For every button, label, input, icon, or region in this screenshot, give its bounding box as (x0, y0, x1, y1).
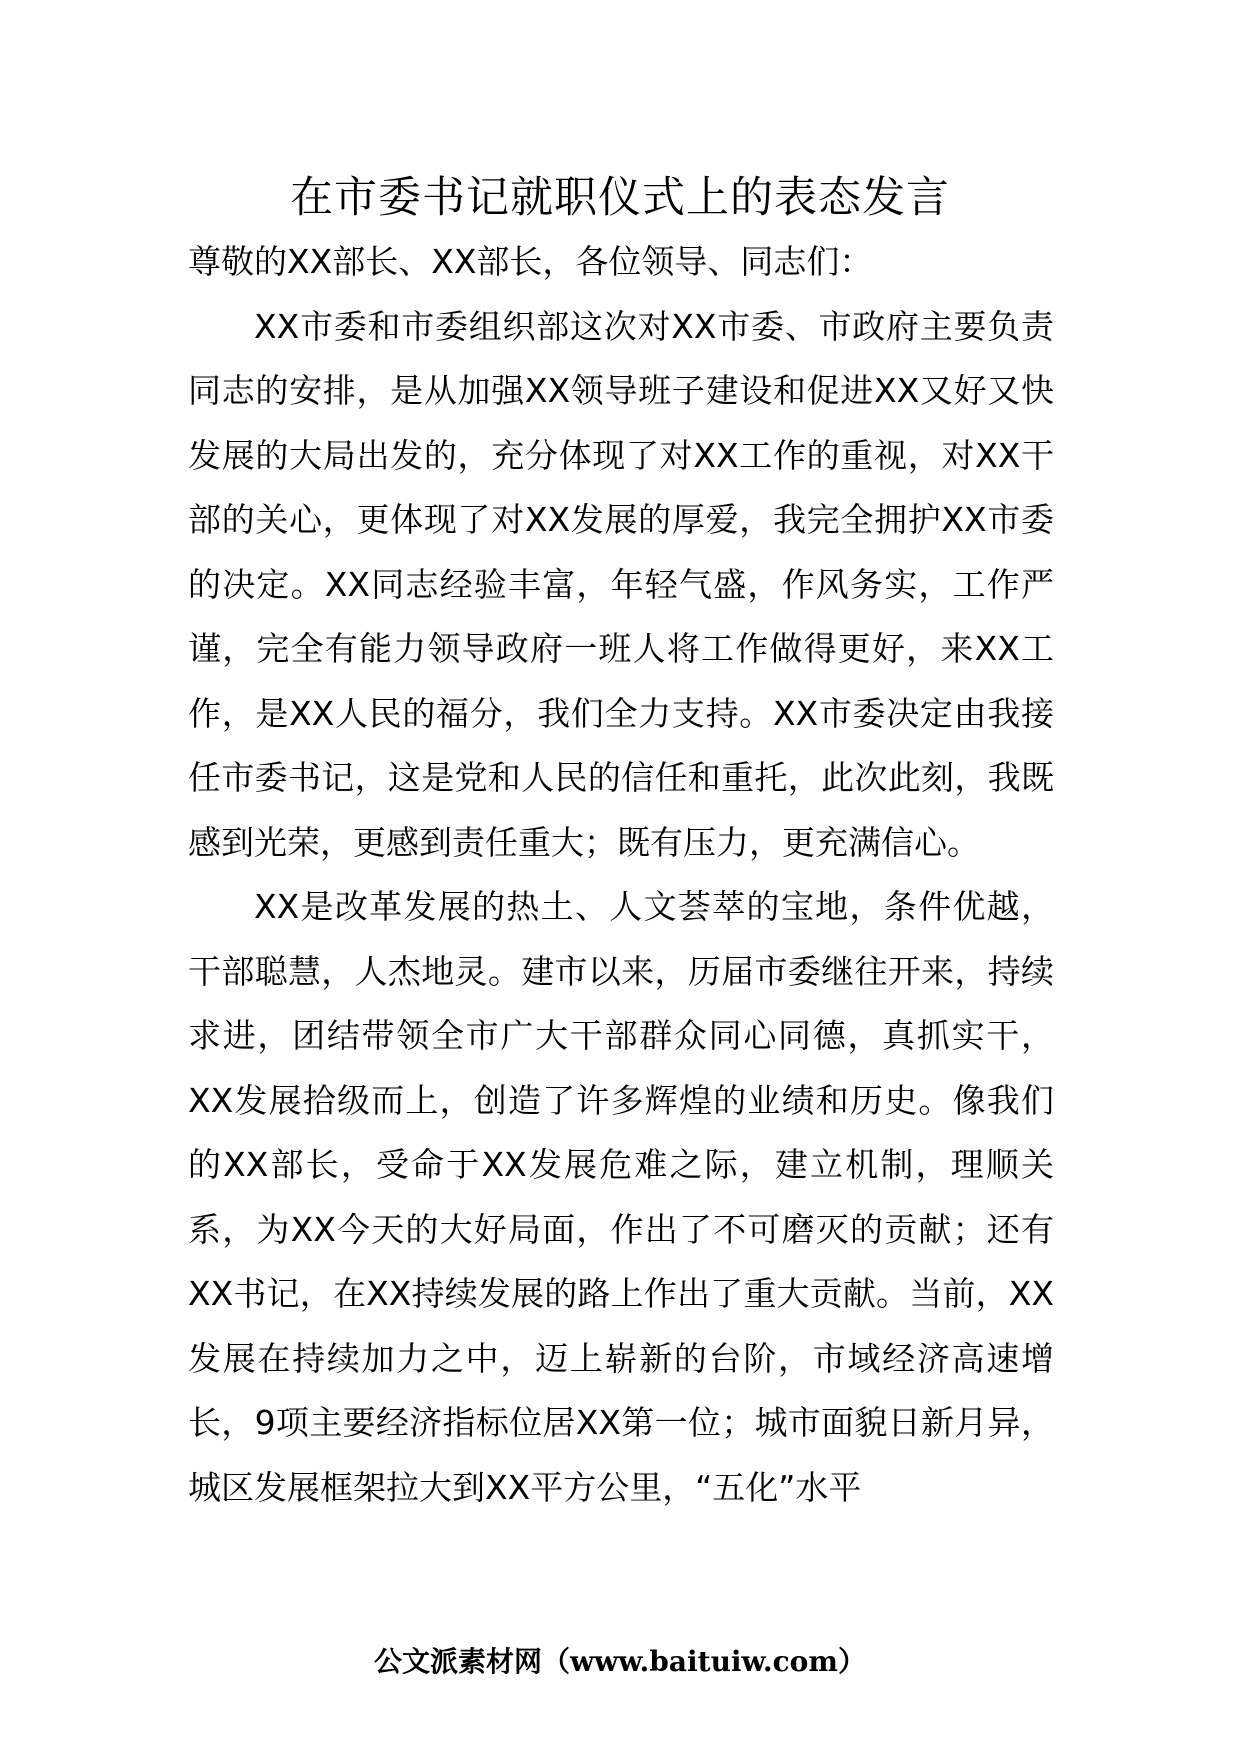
salutation: 尊敬的XX部长、XX部长，各位领导、同志们： (188, 242, 873, 281)
watermark-footer: 公文派素材网（www.baituiw.com） (374, 1645, 866, 1678)
document-title: 在市委书记就职仪式上的表态发言 (290, 173, 950, 223)
document-body (188, 230, 1054, 1520)
paragraph: XX是改革发展的热土、人文荟萃的宝地，条件优越，干部聪慧，人杰地灵。建市以来，历届市委继往开来，持续求进，团结带领全市广大干部群众同心同德，真抓实干，XX发展拾级而上，创造了许多辉煌的业绩和历史。像我们的XX部长，受命于XX发展危难之际，建立机制，理顺关系，为XX今天的大好局面，作出了不可磨灭的贡献；还有XX书记，在XX持续发展的路上作出了重大贡献。当前，XX发展在持续加力之中，迈上崭新的台阶，市域经济高速增长，9项主要经济指标位居XX第一位；城市面貌日新月异，城区发展框架拉大到XX平方公里，“五化”水平 (188, 887, 1054, 1507)
paragraph: XX市委和市委组织部这次对XX市委、市政府主要负责同志的安排，是从加强XX领导班子建设和促进XX又好又快发展的大局出发的，充分体现了对XX工作的重视，对XX干部的关心，更体现了对XX发展的厚爱，我完全拥护XX市委的决定。XX同志经验丰富，年轻气盛，作风务实，工作严谨，完全有能力领导政府一班人将工作做得更好，来XX工作，是XX人民的福分，我们全力支持。XX市委决定由我接任市委书记，这是党和人民的信任和重托，此次此刻，我既感到光荣，更感到责任重大；既有压力，更充满信心。 (188, 306, 1054, 862)
